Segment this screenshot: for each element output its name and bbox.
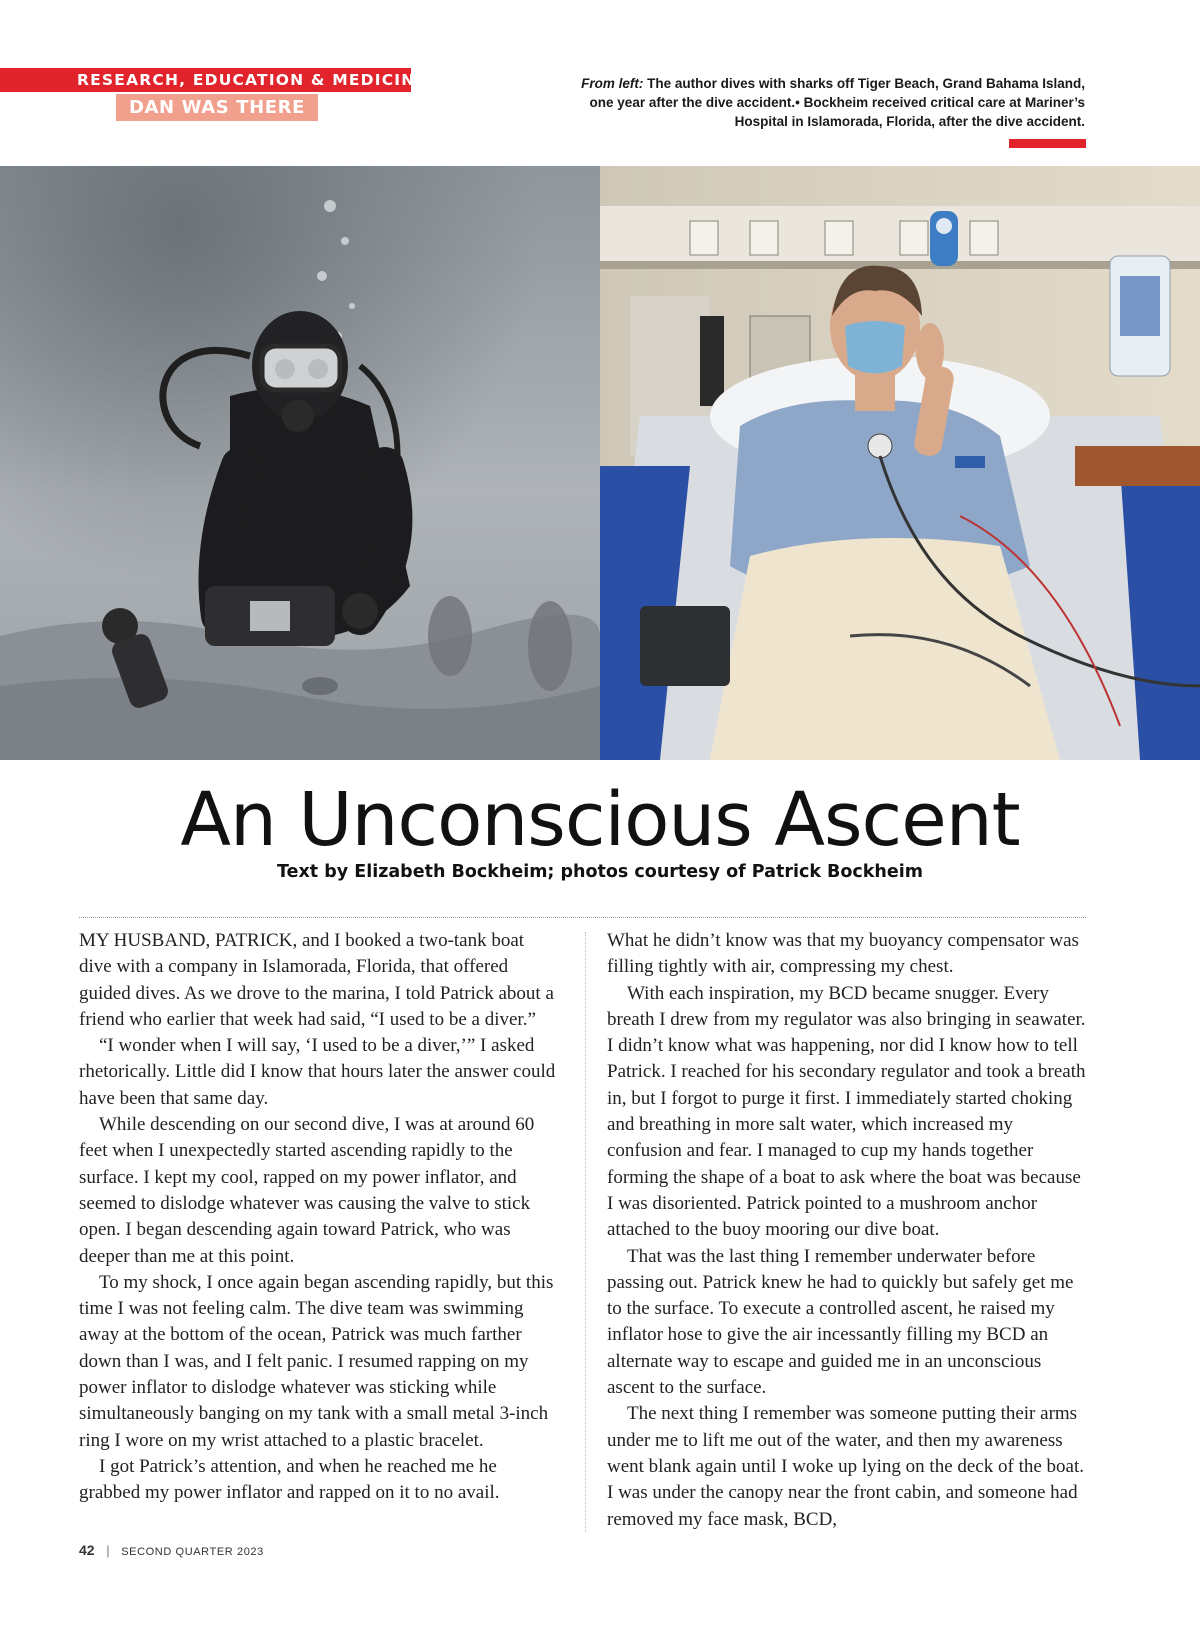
paragraph: MY HUSBAND, PATRICK, and I booked a two-tank boat dive with a company in Islamorada, Florida, that offered guided dives. As we drove to the marina, I told Patrick about a friend who earlier that week had said, “I used to be a diver.” — [79, 930, 554, 1030]
title-divider — [79, 917, 1086, 918]
subsection-label: DAN WAS THERE — [116, 94, 318, 121]
article-column-left — [79, 928, 559, 1507]
photo-caption — [560, 74, 1085, 131]
paragraph: With each inspiration, my BCD became snugger. Every breath I drew from my regulator was also bringing in seawater. I didn’t know what was happening, nor did I know how to tell Patrick. I reached for his secondary regulator and took a breath in, but I forgot to purge it first. I immediately started choking and breathing in more salt water, which increased my confusion and fear. I managed to cup my hands together forming the shape of a boat to ask where the boat was because I was disoriented. Patrick pointed to a mushroom anchor attached to the buoy mooring our dive boat. — [607, 982, 1086, 1241]
page-number: 42 — [79, 1542, 95, 1558]
paragraph: What he didn’t know was that my buoyancy compensator was filling tightly with air, compressing my chest. — [607, 930, 1079, 978]
paragraph: “I wonder when I will say, ‘I used to be a diver,’” I asked rhetorically. Little did I know that hours later the answer could have been that same day. — [79, 1035, 556, 1109]
footer-separator: | — [106, 1543, 110, 1558]
paragraph: I got Patrick’s attention, and when he reached me he grabbed my power inflator and rapped on it to no avail. — [79, 1455, 500, 1504]
issue-label: SECOND QUARTER 2023 — [121, 1546, 264, 1558]
paragraph: To my shock, I once again began ascending rapidly, but this time I was not feeling calm. The dive team was swimming away at the bottom of the ocean, Patrick was much farther down than I was, and I felt panic. I resumed rapping on my power inflator to dislodge whatever was sticking while simultaneously banging on my tank with a small metal 3-inch ring I wore on my wrist attached to a plastic bracelet. — [79, 1271, 554, 1451]
article-title: An Unconscious Ascent — [180, 777, 1020, 863]
paragraph: That was the last thing I remember underwater before passing out. Patrick knew he had to quickly but safely get me to the surface. To execute a controlled ascent, he raised my inflator hose to give the air incessantly filling my BCD an alternate way to escape and guided me in an unconscious ascent to the surface. — [607, 1245, 1074, 1399]
section-label: RESEARCH, EDUCATION & MEDICINE — [0, 68, 411, 92]
hospital-photo — [600, 166, 1200, 760]
caption-accent-rule — [1009, 139, 1086, 148]
article-byline: Text by Elizabeth Bockheim; photos courtesy of Patrick Bockheim — [276, 862, 923, 882]
article-column-right — [607, 928, 1087, 1533]
column-divider — [585, 932, 586, 1532]
diver-photo — [0, 166, 600, 760]
caption-lead: From left: — [581, 76, 644, 91]
paragraph: While descending on our second dive, I was at around 60 feet when I unexpectedly started ascending rapidly to the surface. I kept my cool, rapped on my power inflator, and seemed to dislodge whatever was causing the valve to stick open. I began descending again toward Patrick, who was deeper than me at this point. — [79, 1114, 535, 1267]
caption-text: The author dives with sharks off Tiger Beach, Grand Bahama Island, one year after the dive accident.• Bockheim received critical care at Mariner’s Hospital in Islamorada, Florida, after the dive accident. — [589, 76, 1085, 129]
page-footer — [79, 1542, 264, 1558]
paragraph: The next thing I remember was someone putting their arms under me to lift me out of the water, and then my awareness went blank again until I woke up lying on the deck of the boat. I was under the canopy near the front cabin, and someone had removed my face mask, BCD, — [607, 1403, 1084, 1530]
